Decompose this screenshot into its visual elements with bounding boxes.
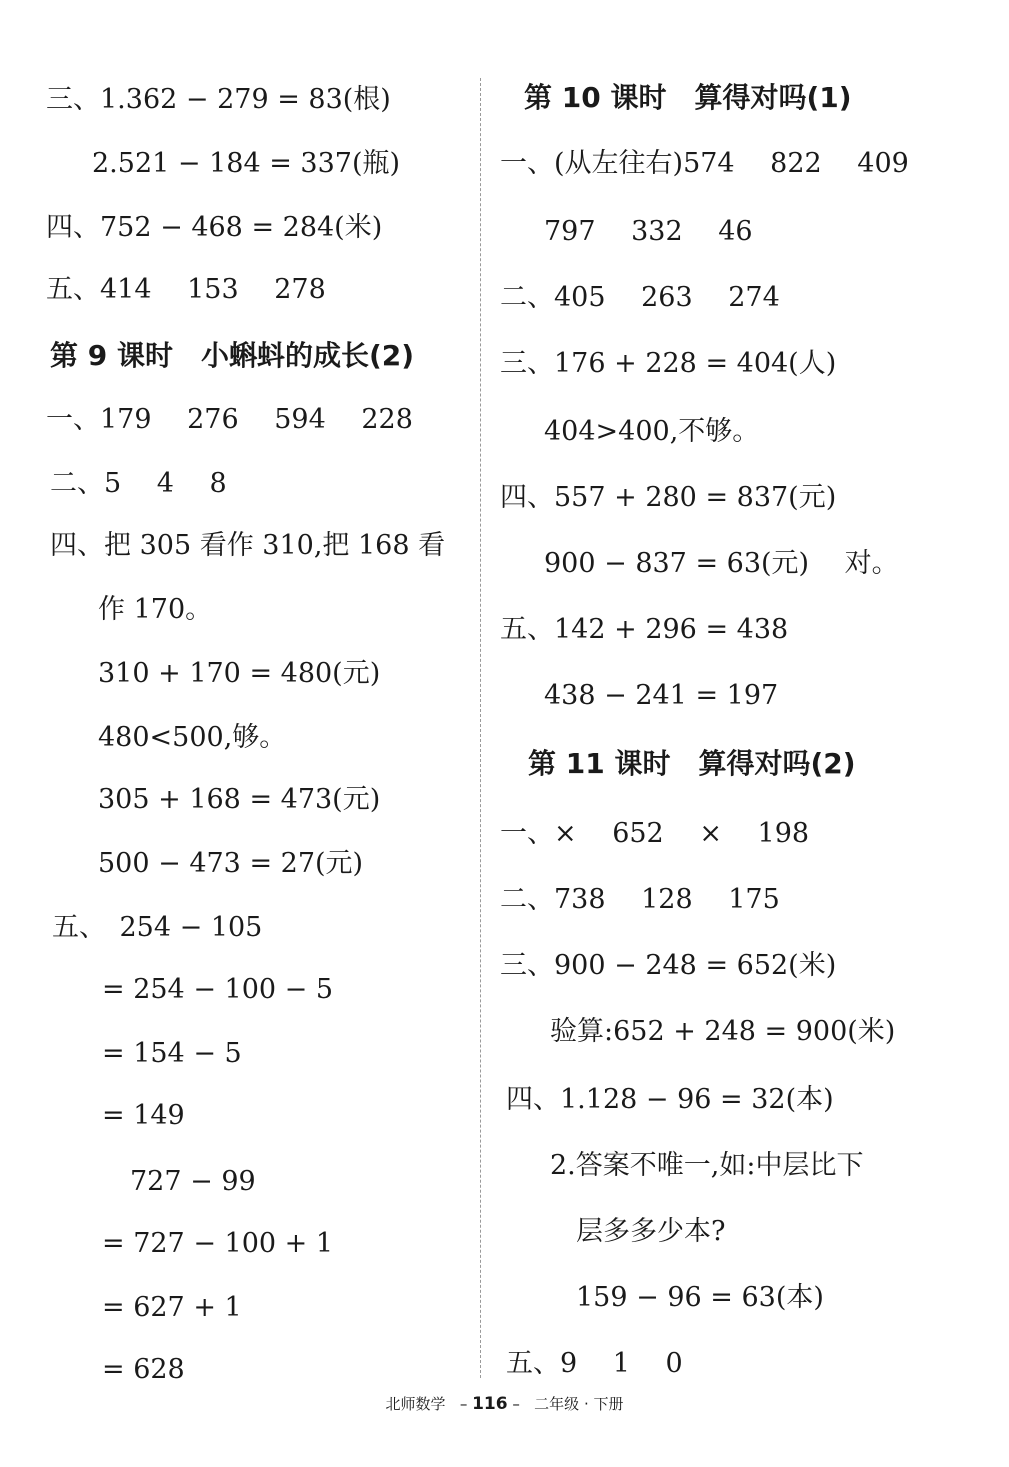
answer-line: 438 − 241 = 197 [544,680,779,711]
answer-line: 797 332 46 [544,216,753,247]
answer-line: 五、 254 − 105 [52,912,263,943]
answer-line: = 254 − 100 − 5 [102,974,334,1005]
answer-line: 三、900 − 248 = 652(米) [500,950,837,981]
answer-line: 五、9 1 0 [506,1348,683,1379]
page-footer: 北师数学 – 116 – 二年级 · 下册 [385,1394,624,1414]
answer-line: 一、× 652 × 198 [500,818,810,849]
answer-line: 五、414 153 278 [46,274,326,305]
answer-line: 159 − 96 = 63(本) [576,1282,824,1313]
answer-line: 900 − 837 = 63(元) 对。 [544,548,899,579]
answer-line: 一、(从左往右)574 822 409 [500,148,909,179]
lesson-heading: 第 11 课时 算得对吗(2) [528,747,856,780]
lesson-heading: 第 10 课时 算得对吗(1) [524,81,852,114]
lesson-heading: 第 9 课时 小蝌蚪的成长(2) [50,339,415,372]
answer-line: 三、176 + 228 = 404(人) [500,348,837,379]
answer-line: 四、752 − 468 = 284(米) [46,212,383,243]
answer-line: 二、738 128 175 [500,884,780,915]
answer-line: 验算:652 + 248 = 900(米) [550,1016,896,1047]
footer-subject: 北师数学 [385,1395,446,1413]
answer-line: 480<500,够。 [98,722,287,753]
answer-line: = 154 − 5 [102,1038,242,1069]
answer-line: 层多多少本? [576,1216,726,1247]
answer-line: 四、把 305 看作 310,把 168 看 [50,530,446,561]
answer-line: 305 + 168 = 473(元) [98,784,381,815]
answer-line: = 628 [102,1354,185,1385]
answer-line: 二、405 263 274 [500,282,780,313]
answer-line: 四、1.128 − 96 = 32(本) [506,1084,834,1115]
answer-line: 404>400,不够。 [544,416,760,447]
answer-line: 作 170。 [98,594,213,625]
answer-line: 2.521 − 184 = 337(瓶) [92,148,401,179]
page-number: 116 [472,1394,508,1414]
column-divider [480,78,481,1378]
answer-line: 三、1.362 − 279 = 83(根) [46,84,391,115]
answer-line: 四、557 + 280 = 837(元) [500,482,837,513]
answer-line: 二、5 4 8 [50,468,227,499]
answer-line: = 149 [102,1100,185,1131]
answer-line: 727 − 99 [130,1166,256,1197]
answer-line: 2.答案不唯一,如:中层比下 [550,1150,864,1181]
answer-line: = 727 − 100 + 1 [102,1228,334,1259]
answer-line: 500 − 473 = 27(元) [98,848,364,879]
answer-line: 310 + 170 = 480(元) [98,658,381,689]
answer-line: = 627 + 1 [102,1292,242,1323]
answer-line: 一、179 276 594 228 [46,404,413,435]
answer-line: 五、142 + 296 = 438 [500,614,789,645]
footer-grade: 二年级 · 下册 [534,1395,624,1413]
